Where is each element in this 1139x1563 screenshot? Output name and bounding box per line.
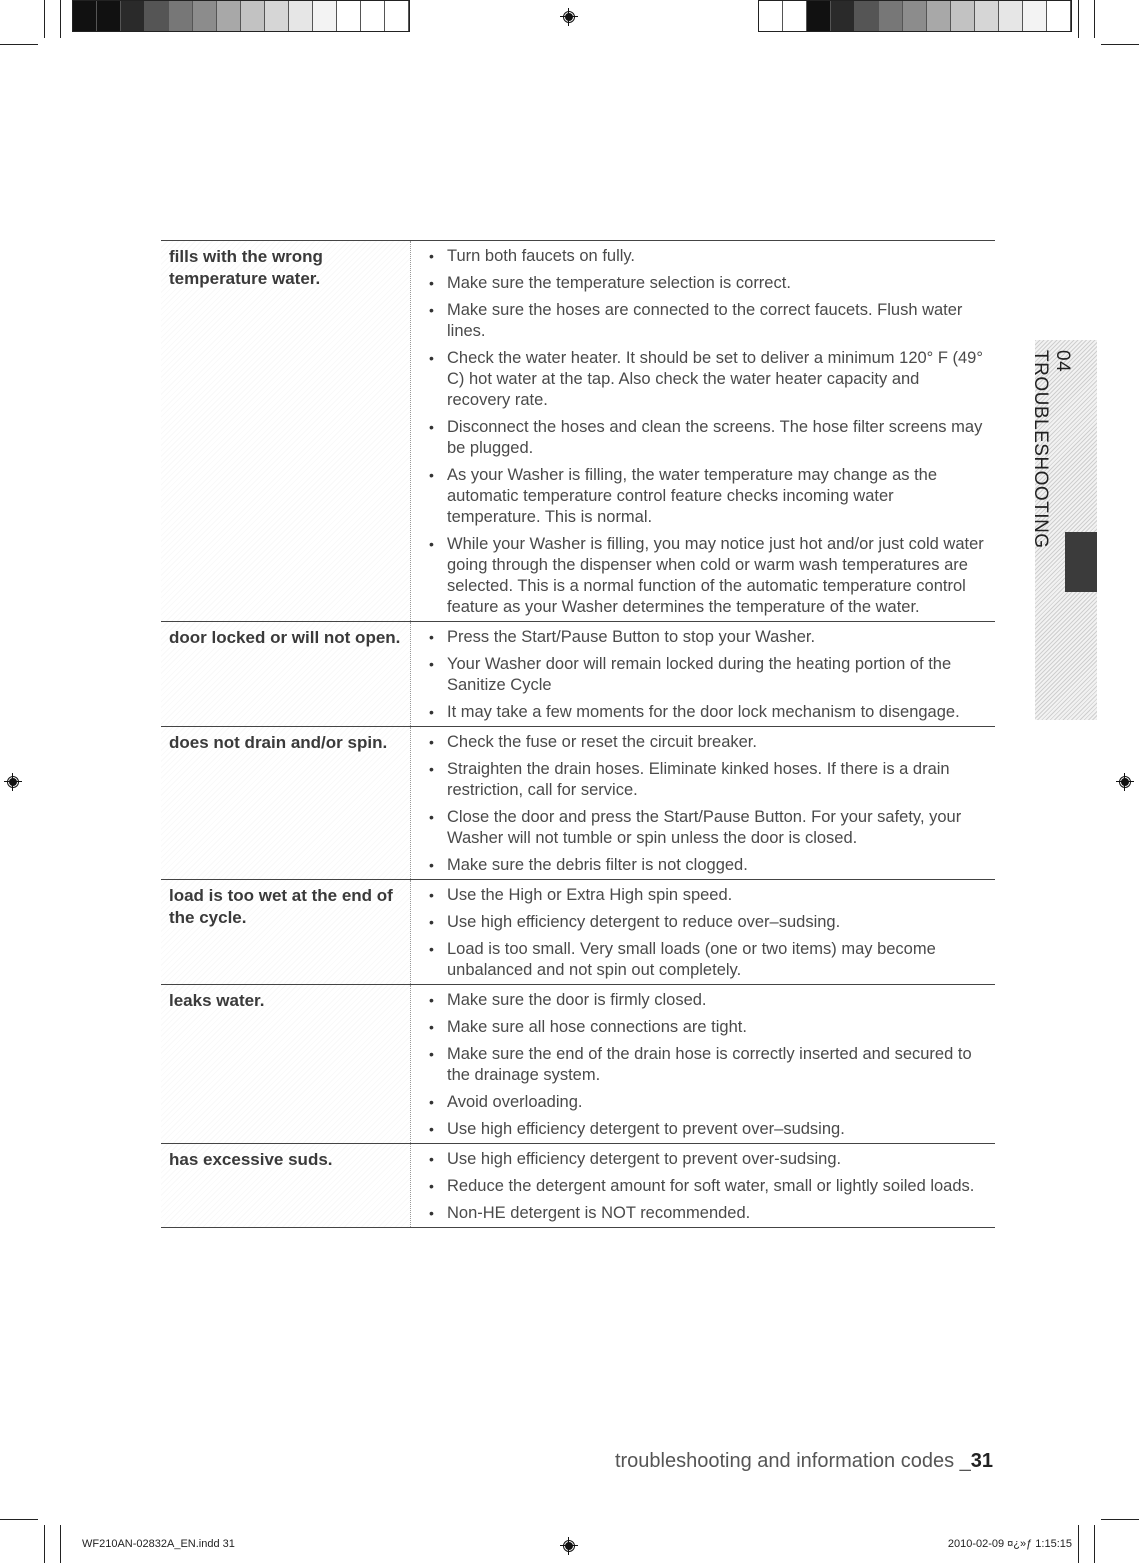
troubleshooting-table	[161, 240, 995, 1228]
color-swatch	[759, 1, 783, 31]
solution-text: Your Washer door will remain locked during the heating portion of the Sanitize Cycle	[447, 655, 952, 694]
solution-text: Check the fuse or reset the circuit breaker.	[447, 733, 757, 751]
print-slug-date: 2010-02-09 ¤¿»ƒ 1:15:15	[947, 1538, 1072, 1550]
color-swatch	[241, 1, 265, 31]
table-row	[161, 985, 995, 1144]
color-swatch	[1023, 1, 1047, 31]
crop-mark	[1101, 1519, 1139, 1520]
bullet-icon: •	[429, 1178, 434, 1194]
color-swatch	[289, 1, 313, 31]
crop-mark	[60, 0, 61, 38]
color-swatch	[337, 1, 361, 31]
chapter-tab-label: 04 TROUBLESHOOTING	[1030, 350, 1073, 549]
solutions-list	[411, 622, 995, 726]
color-swatch	[385, 1, 409, 31]
list-item	[429, 702, 985, 723]
print-slug-file: WF210AN-02832A_EN.indd 31	[82, 1538, 235, 1550]
color-swatch	[927, 1, 951, 31]
solutions-list	[411, 880, 995, 984]
solution-text: As your Washer is filling, the water temperature may change as the automatic temperature control feature checks incoming water temperature. This is normal.	[447, 466, 938, 526]
solution-text: Turn both faucets on fully.	[447, 247, 636, 265]
bullet-icon: •	[429, 419, 434, 435]
list-item	[429, 1092, 985, 1113]
bullet-icon: •	[429, 1205, 434, 1221]
color-swatch	[783, 1, 807, 31]
bullet-icon: •	[429, 629, 434, 645]
bullet-icon: •	[429, 656, 434, 672]
color-swatch	[121, 1, 145, 31]
color-swatch	[831, 1, 855, 31]
color-calibration-bar-right	[758, 0, 1072, 32]
list-item	[429, 1119, 985, 1140]
solution-text: Disconnect the hoses and clean the screens. The hose filter screens may be plugged.	[447, 418, 983, 457]
problem-cell: fills with the wrong temperature water.	[161, 241, 411, 621]
color-swatch	[73, 1, 97, 31]
list-item	[429, 759, 985, 801]
crop-mark	[1078, 0, 1079, 38]
bullet-icon: •	[429, 1121, 434, 1137]
list-item	[429, 912, 985, 933]
list-item	[429, 939, 985, 981]
color-swatch	[903, 1, 927, 31]
color-swatch	[313, 1, 337, 31]
list-item	[429, 273, 985, 294]
list-item	[429, 732, 985, 753]
list-item	[429, 300, 985, 342]
bullet-icon: •	[429, 275, 434, 291]
page-number: 31	[970, 1450, 993, 1472]
problem-cell: does not drain and/or spin.	[161, 727, 411, 879]
list-item	[429, 465, 985, 528]
list-item	[429, 1017, 985, 1038]
chapter-side-tab	[1030, 340, 1097, 720]
bullet-icon: •	[429, 704, 434, 720]
solution-text: Make sure the temperature selection is correct.	[447, 274, 791, 292]
bullet-icon: •	[429, 536, 434, 552]
problem-cell: has excessive suds.	[161, 1144, 411, 1227]
color-swatch	[193, 1, 217, 31]
list-item	[429, 990, 985, 1011]
solution-text: Make sure the hoses are connected to the correct faucets. Flush water lines.	[447, 301, 963, 340]
bullet-icon: •	[429, 914, 434, 930]
solution-text: Make sure the debris filter is not clogged.	[447, 856, 748, 874]
table-row	[161, 727, 995, 880]
table-row	[161, 622, 995, 727]
bullet-icon: •	[429, 302, 434, 318]
color-swatch	[217, 1, 241, 31]
bullet-icon: •	[429, 1151, 434, 1167]
bullet-icon: •	[429, 467, 434, 483]
bullet-icon: •	[429, 761, 434, 777]
color-swatch	[951, 1, 975, 31]
color-calibration-bar-left	[72, 0, 410, 32]
color-swatch	[265, 1, 289, 31]
list-item	[429, 1203, 985, 1224]
list-item	[429, 885, 985, 906]
solution-text: Make sure the door is firmly closed.	[447, 991, 707, 1009]
registration-mark-icon	[560, 8, 578, 26]
registration-mark-icon	[560, 1537, 578, 1555]
crop-mark	[1078, 1525, 1079, 1563]
footer-title-text: troubleshooting and information codes _	[614, 1450, 971, 1472]
bullet-icon: •	[429, 941, 434, 957]
crop-mark	[44, 0, 45, 38]
color-swatch	[975, 1, 999, 31]
table-row	[161, 241, 995, 622]
chapter-tab-marker	[1065, 532, 1097, 592]
bullet-icon: •	[429, 857, 434, 873]
color-swatch	[361, 1, 385, 31]
solution-text: Avoid overloading.	[447, 1093, 583, 1111]
solution-text: Use high efficiency detergent to prevent over-sudsing.	[447, 1150, 842, 1168]
list-item	[429, 534, 985, 618]
crop-mark	[1094, 0, 1095, 38]
bullet-icon: •	[429, 1019, 434, 1035]
solution-text: Make sure all hose connections are tight.	[447, 1018, 747, 1036]
crop-mark	[44, 1525, 45, 1563]
solution-text: Use high efficiency detergent to reduce over–sudsing.	[447, 913, 841, 931]
crop-mark	[1101, 44, 1139, 45]
list-item	[429, 654, 985, 696]
crop-mark	[60, 1525, 61, 1563]
solutions-list	[411, 1144, 995, 1227]
color-swatch	[97, 1, 121, 31]
color-swatch	[1047, 1, 1071, 31]
bullet-icon: •	[429, 350, 434, 366]
color-swatch	[999, 1, 1023, 31]
solution-text: Reduce the detergent amount for soft water, small or lightly soiled loads.	[447, 1177, 975, 1195]
bullet-icon: •	[429, 1046, 434, 1062]
registration-mark-icon	[4, 773, 22, 791]
list-item	[429, 246, 985, 267]
table-row	[161, 1144, 995, 1228]
solution-text: While your Washer is filling, you may notice just hot and/or just cold water going through the dispenser when cold or warm wash temperatures are selected. This is a normal function of the automatic temperature control feature as your Washer determines the temperature of the water.	[447, 535, 984, 616]
color-swatch	[169, 1, 193, 31]
list-item	[429, 348, 985, 411]
solution-text: Use high efficiency detergent to prevent over–sudsing.	[447, 1120, 845, 1138]
solution-text: Use the High or Extra High spin speed.	[447, 886, 733, 904]
solutions-list	[411, 727, 995, 879]
bullet-icon: •	[429, 887, 434, 903]
solution-text: Make sure the end of the drain hose is correctly inserted and secured to the drainage system.	[447, 1045, 972, 1084]
table-row	[161, 880, 995, 985]
solutions-list	[411, 985, 995, 1143]
crop-mark	[0, 44, 38, 45]
color-swatch	[879, 1, 903, 31]
bullet-icon: •	[429, 734, 434, 750]
registration-mark-icon	[1116, 773, 1134, 791]
problem-cell: load is too wet at the end of the cycle.	[161, 880, 411, 984]
color-swatch	[855, 1, 879, 31]
list-item	[429, 807, 985, 849]
problem-cell: leaks water.	[161, 985, 411, 1143]
solution-text: Load is too small. Very small loads (one or two items) may become unbalanced and not spin out completely.	[447, 940, 936, 979]
page-footer-title	[560, 1450, 993, 1473]
solution-text: Straighten the drain hoses. Eliminate kinked hoses. If there is a drain restriction, call for service.	[447, 760, 950, 799]
list-item	[429, 1176, 985, 1197]
solution-text: Close the door and press the Start/Pause Button. For your safety, your Washer will not tumble or spin unless the door is closed.	[447, 808, 962, 847]
list-item	[429, 627, 985, 648]
list-item	[429, 855, 985, 876]
color-swatch	[145, 1, 169, 31]
color-swatch	[807, 1, 831, 31]
bullet-icon: •	[429, 992, 434, 1008]
list-item	[429, 417, 985, 459]
list-item	[429, 1044, 985, 1086]
solution-text: Check the water heater. It should be set to deliver a minimum 120° F (49° C) hot water at the tap. Also check the water heater capacity and recovery rate.	[447, 349, 983, 409]
solutions-list	[411, 241, 995, 621]
crop-mark	[0, 1519, 38, 1520]
bullet-icon: •	[429, 809, 434, 825]
crop-mark	[1094, 1525, 1095, 1563]
list-item	[429, 1149, 985, 1170]
bullet-icon: •	[429, 1094, 434, 1110]
solution-text: Press the Start/Pause Button to stop your Washer.	[447, 628, 816, 646]
bullet-icon: •	[429, 248, 434, 264]
problem-cell: door locked or will not open.	[161, 622, 411, 726]
solution-text: Non-HE detergent is NOT recommended.	[447, 1204, 751, 1222]
solution-text: It may take a few moments for the door lock mechanism to disengage.	[447, 703, 960, 721]
